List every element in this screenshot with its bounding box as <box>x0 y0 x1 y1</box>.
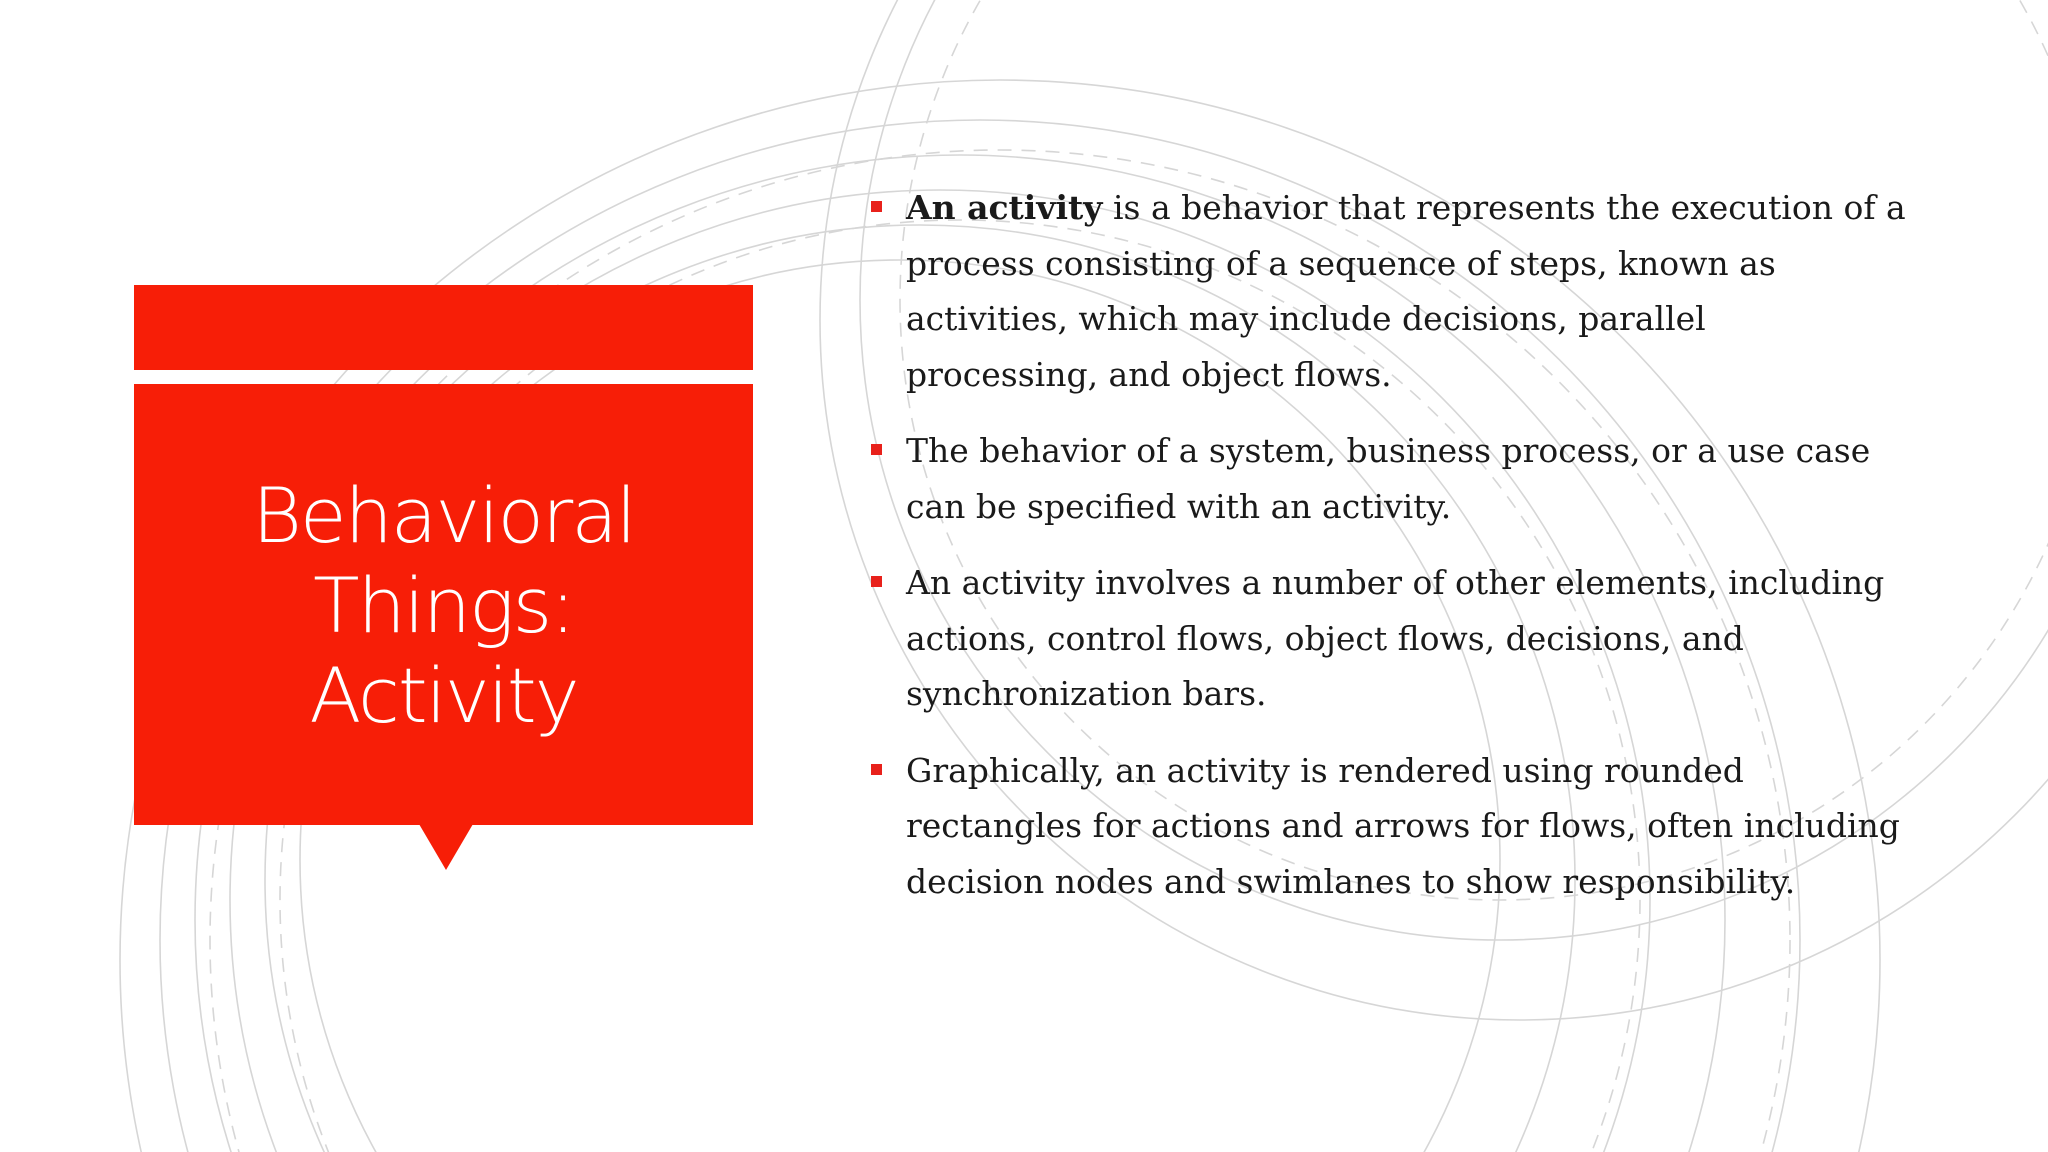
bullet-item <box>868 743 1908 910</box>
square-bullet-icon <box>871 444 882 455</box>
slide-title <box>184 471 704 741</box>
bullet-term: An activity <box>906 188 1103 227</box>
title-callout-box <box>134 384 753 825</box>
bullet-text: An activity involves a number of other elements, including actions, control flows, object flows, decisions, and synchronization bars. <box>906 563 1885 713</box>
slide-title-line1: Behavioral <box>252 470 635 560</box>
bullet-list <box>868 180 1908 930</box>
bullet-item <box>868 180 1908 402</box>
square-bullet-icon <box>871 764 882 775</box>
bullet-item <box>868 555 1908 722</box>
bullet-text: is a behavior that represents the execution of a process consisting of a sequence of steps, known as activities, which may include decisions, parallel processing, and object flows. <box>906 188 1906 394</box>
square-bullet-icon <box>871 201 882 212</box>
slide-title-line2: Things: Activity <box>309 560 578 740</box>
title-accent-band <box>134 285 753 370</box>
bullet-text: The behavior of a system, business process, or a use case can be specified with an activity. <box>906 431 1871 526</box>
square-bullet-icon <box>871 576 882 587</box>
callout-pointer <box>419 824 473 870</box>
bullet-item <box>868 423 1908 534</box>
bullet-text: Graphically, an activity is rendered using rounded rectangles for actions and arrows for flows, often including decision nodes and swimlanes to show responsibility. <box>906 750 1900 901</box>
